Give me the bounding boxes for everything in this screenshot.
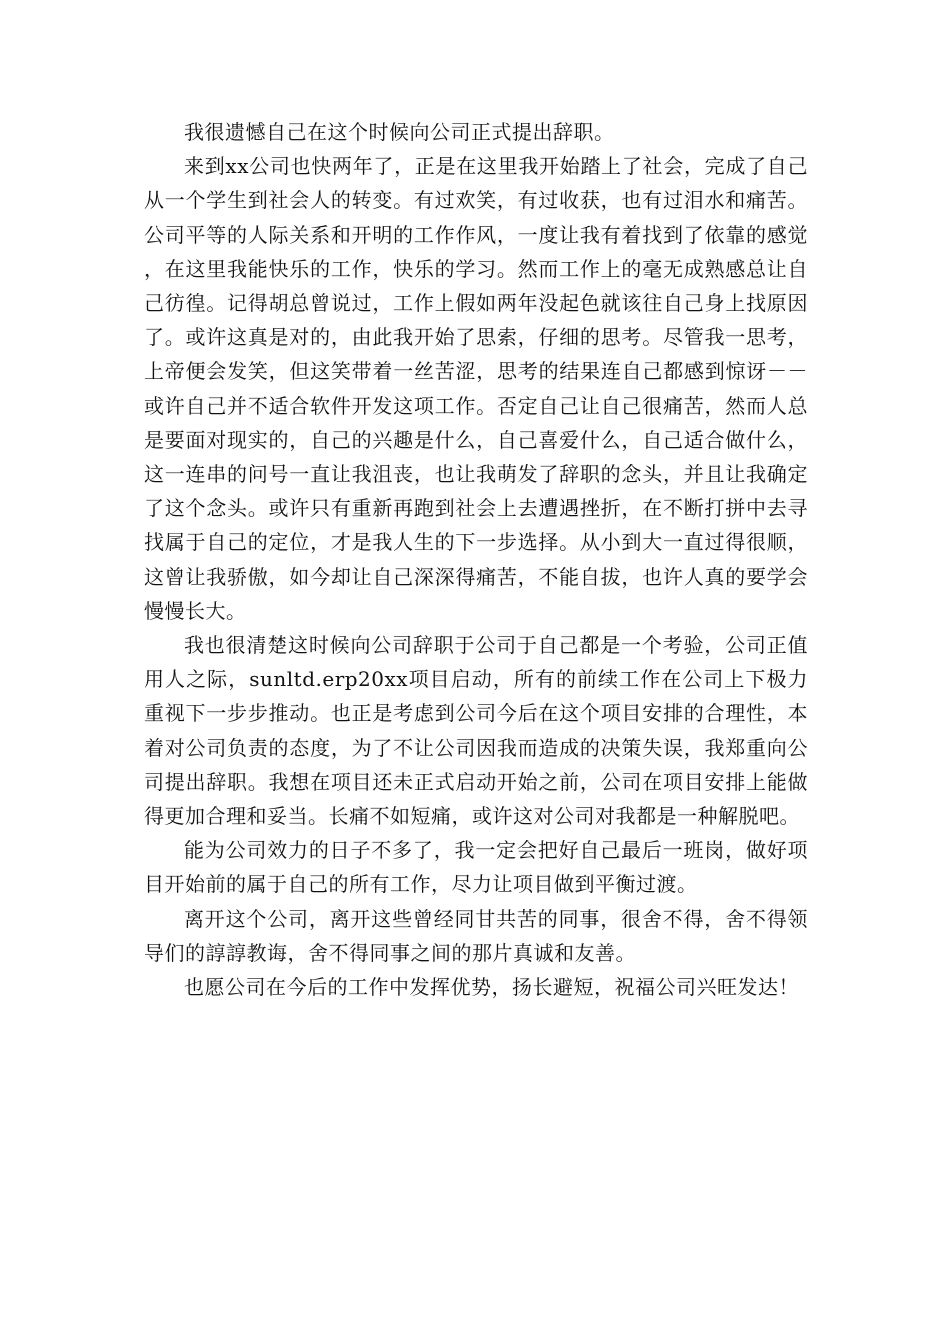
paragraph-reflection: 来到xx公司也快两年了，正是在这里我开始踏上了社会，完成了自己从一个学生到社会人的转变。有过欢笑，有过收获，也有过泪水和痛苦。公司平等的人际关系和开明的工作作风，一度让我有着找到了依靠的感觉，在这里我能快乐的工作，快乐的学习。然而工作上的毫无成熟感总让自己彷徨。记得胡总曾说过，工作上假如两年没起色就该往自己身上找原因了。或许这真是对的，由此我开始了思索，仔细的思考。尽管我一思考，上帝便会发笑，但这笑带着一丝苦涩，思考的结果连自己都感到惊讶－－或许自己并不适合软件开发这项工作。否定自己让自己很痛苦，然而人总是要面对现实的，自己的兴趣是什么，自己喜爱什么，自己适合做什么，这一连串的问号一直让我沮丧，也让我萌发了辞职的念头，并且让我确定了这个念头。或许只有重新再跑到社会上去遭遇挫折，在不断打拼中去寻找属于自己的定位，才是我人生的下一步选择。从小到大一直过得很顺，这曾让我骄傲，如今却让自己深深得痛苦，不能自拔，也许人真的要学会慢慢长大。 (144, 154, 808, 623)
paragraph-opening: 我很遗憾自己在这个时候向公司正式提出辞职。 (184, 120, 615, 144)
paragraph-project-reason: 我也很清楚这时候向公司辞职于公司于自己都是一个考验，公司正值用人之际，sunltd.erp20xx项目启动，所有的前续工作在公司上下极力重视下一步步推动。也正是考虑到公司今后在这个项目安排的合理性，本着对公司负责的态度，为了不让公司因我而造成的决策失误，我郑重向公司提出辞职。我想在项目还未正式启动开始之前，公司在项目安排上能做得更加合理和妥当。长痛不如短痛，或许这对公司对我都是一种解脱吧。 (144, 633, 808, 829)
document-body (144, 115, 808, 1004)
paragraph-wishes: 也愿公司在今后的工作中发挥优势，扬长避短，祝福公司兴旺发达！ (184, 975, 799, 1000)
paragraph-farewell: 离开这个公司，离开这些曾经同甘共苦的同事，很舍不得，舍不得领导们的諄諄教诲，舍不得同事之间的那片真诚和友善。 (144, 906, 808, 965)
paragraph-handover: 能为公司效力的日子不多了，我一定会把好自己最后一班岗，做好项目开始前的属于自己的所有工作，尽力让项目做到平衡过渡。 (144, 838, 808, 897)
